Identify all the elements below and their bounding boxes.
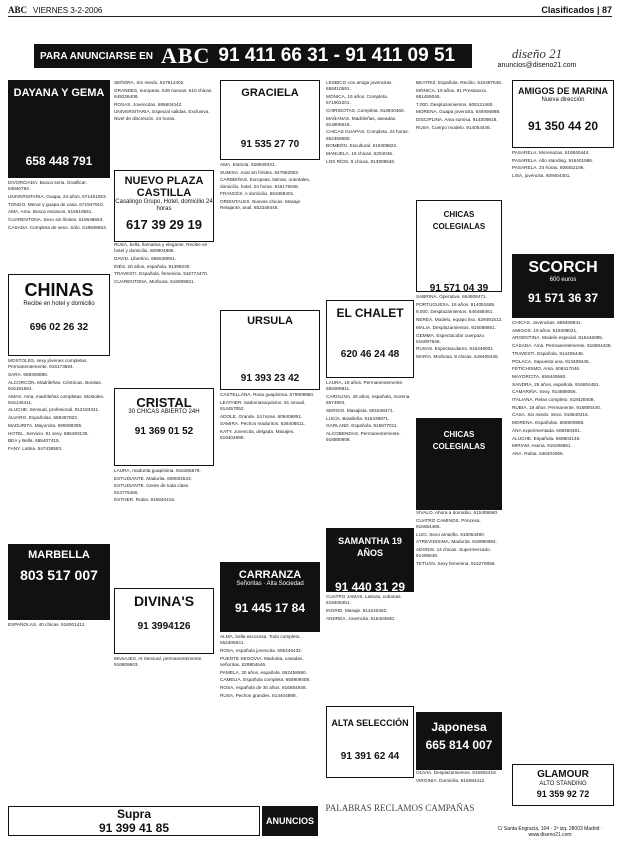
issue-date: VIERNES 3-2-2006 — [33, 6, 103, 15]
column-5-bottom: OLIVIA. Desplazamientos. 916902418. VIRGINIA. Domicilio. 916084412. — [416, 770, 498, 783]
banner-phones: 91 411 66 31 - 91 411 09 51 — [218, 45, 456, 66]
ad-supra — [8, 806, 260, 836]
column-5-lower: VIVALO. Ahora a domicilio. 615408660. CUATRO CAMINOS. Princesa. 916054465. LUCI. Sexo amarillo. 918054490. ATREVIDISIMA. Madurita. 919990984. ADONIS. 14 chicas. Supermercado. 91406848. TETUÁN. Sexy femenina. 914279056. — [416, 510, 499, 566]
ad-marbella: MARBELLA 803 517 007 — [8, 544, 110, 620]
ad-scorch: SCORCH 600 euros 91 571 36 37 — [512, 254, 614, 318]
ad-amigos-marina: AMIGOS DE MARINA Nueva dirección 91 350 44 20 — [512, 80, 614, 148]
column-2-bottom: MASAJES. Al Sensual, permanentemente. 916809603. — [114, 656, 203, 668]
ad-japonesa: Japonesa 665 814 007 — [416, 712, 502, 770]
logo-email: anuncios@diseno21.com — [497, 62, 577, 69]
source-name: ABC — [8, 5, 28, 15]
column-7-top: PASARELA. Morenazas. 618840444. PASARELA. Alto standing. 916401586. PASARELA. 24 horas. 608452196. LISA, jovencita. 609404401. — [512, 150, 594, 179]
column-3-bottom: ALMA, bella escocesa. Todo completo. 652405641. ROSA, española jovencita. 605446432. PUENTE SEGOVIA. Madurita, casadas, señoritas. 629904646. PAMELA. 30 años, española. 652458660. CAMELIA. Española completa. 655909408. ROSA, española de 30 años. 916854848. RUSA. Pechos grandes. 614404888. — [220, 634, 311, 698]
diseno-logo — [492, 46, 582, 68]
ad-glamour: GLAMOUR ALTO STANDING 91 359 92 72 — [512, 764, 614, 806]
column-1-bottom: ESPAÑOLAS. 40 chicas. 916001412. — [8, 622, 86, 627]
advertise-banner — [34, 44, 472, 68]
ad-dayana: DAYANA Y GEMA 658 448 791 — [8, 80, 110, 178]
logo-name: diseño 21 — [511, 46, 563, 61]
column-2-mid: RUSA, bella, llamativa y elegante. Recibe en hotel y domicilio. 609904886. DAVID. Libertino. 666538091. INÉS. 20 años, española. 91399230. TRAVESTI. Española, femenina. 916774470. CUARENTONA. Morbosa. 616909821. — [114, 242, 208, 285]
banner-label: PARA ANUNCIARSE EN — [40, 50, 153, 62]
ad-alta-seleccion: ALTA SELECCIÓN 91 391 62 44 — [326, 706, 414, 778]
column-1-top: DIVORCIADA. Busca seria. Gratificar. 63840784. UNIVERSITARIA. Guapa, 24 años, 671451063. TONGO. Menor y guapa de casa. 671947910. AMA. Ama. Busca esclavos. 616610551. CUARENTONA. Sexo sin límites. 618648663. CASADA. Completa de sexo. Sólo. 618848663. — [8, 180, 108, 230]
ad-chicas-colegialas: CHICAS COLEGIALAS 91 571 04 39 — [416, 200, 502, 292]
footer-slogan: PALABRAS RECLAMOS CAMPAÑAS — [325, 803, 475, 813]
column-5-top: BEATRIZ. Española. Recibo. 610487545. MÓNICA, 19 años. 91 Prestaxxxx. 691459046. 7.000. Desplazamientos. 608121460. MORENA. Guapa jovencita. 649494888. DISCIPLINA. Ama sumisa. 914009818. RUSA. Cuerpo modelo. 914054446. — [416, 80, 503, 130]
ad-chinas: CHINAS Recibe en hotel y domicilio 696 02 26 32 — [8, 274, 110, 356]
section-title: Clasificados — [541, 5, 595, 15]
column-4-top: LESBICO con amiga jovencitas. 658410591. MÓNICA, 19 años. Completa. 671902201. CHIRIGOTAS. Completa. 914840460. MAÑANAS. Madrileñas, aseadas. 914805616. CHICAS GUAPAS. Completa. 24 horas. 652459680. BOMBÓN. Escultural. 619408822. MANUELA. 19 chicas. 6204046. LOS RÍOS. 9 chicas, 913908546. — [326, 80, 410, 164]
column-2-lower: LAURA, madurita guapísima. 916265578. ESTUDIANTE. Madurita. 609004543. ESTUDIANTE. Gente de toda clase. 913775466. ESTHER. Rubia. 916840415. — [114, 468, 201, 503]
ad-el-chalet: EL CHALET 620 46 24 48 — [326, 300, 414, 378]
column-5-mid: SABRINA. Operativa. 654908471. PORTUGUESA. 18 años. 914051685. 8.000. Desplazamientos. 646458461. NEREA. Modelo, equipo liso. 629491512. MALIA. Desplazamientos. 916088861. GEMMA. Espectacular cuerpazo. 616097846. RUSAS. Espectaculares. 916448001. MARÍA. Morbosa. 9 chicas. 619408446. — [416, 294, 503, 360]
column-7-main: CHICAS. Jovencitas. 659408841. AMIGOS. 19 años. 619408021. ARGENTINA. Modelo especial. 916446085. CASADA. Ama. Permanentemente. 916804428. TRAVESTI. Española. 914405446. POLACA. Sapuesta una. 913408445. FETICHISMO. Ama. 608417046. MAYORCITA. 659440660. SANDRA, 26 años, española. 916804481. CAMARIÑA. Sexy. 914885056. ITALIANA. Relax completo. 618428408. RUBIA, 18 años. Permanente. 916800440. CASA. Sin miedo. Sexo. 916840416. MORENA. Españolas. 659800808. ANA experimentada. 608460481. ALUCHE. Española. 659804145. MIRIAM. Asena. 916206861. ANA. Rubia. 646404066. — [512, 320, 612, 456]
ad-graciela: GRACIELA 91 535 27 70 — [220, 80, 320, 160]
ad-cristal: CRISTAL 30 CHICAS ABIERTO 24H 91 369 01 52 — [114, 388, 214, 466]
column-3-mid: CASTELLANA. Rosa guapísima. 679908960. LEATHER. Sadomasoquismo. 91 sexual. 914457052. ADOLE. Grande. 24 horas. 609408851. SAMIRA. Pechos maduritos. 638408511. KATY. Jovencita, delgada. Masajes. 619404896. — [220, 392, 315, 441]
ad-carranza: CARRANZA Señoritas · Alta Sociedad 91 445 17 84 — [220, 562, 320, 632]
ad-divinas: DIVINA'S 91 3994126 — [114, 588, 214, 654]
column-1-mid: MOSTOLES, sexy jóvenes completas. Permanentemente. 916173694. SARA. 659409896. ALCORCÓN. Madrileñas. Céntricas. Bonitas. 916191681. AMAS. Ama, madrileñas completas. Mostoles. 916145411. ALUCHE. Sensual, profesional. 912183341. ÁLVARO. Españolas. 659467823. MADURITA. Mayorcita. 699098395. HOTEL. Servicio. 91 sexy. 696493135. BEA y Bella. 685407415. FANY. Latina. 647438583. — [8, 358, 105, 451]
column-3-top: AMA. Estricta. 628849331. SUMISA. Anal sin límites. 647882903. CARIBEÑAS. Europeas, latinas, orientales, domicilio, hotel, 24 horas. 916175046. FRANCÉS. A domicilio. 663458401. ORIENTALES. Nuevas chicas. Masaje. Relajante, anal. 652248446. — [220, 162, 311, 211]
column-2-top: SEÑORA. Sin miedo. 627914402. GRANDES, europeas. 649 nuevas. 610 chicas. 649226408. ROSAS. Jovencitas. 686604442. UNIVERSITARIA. Especial salidas. Exclusiva. Nivel de discreción. 24 horas. — [114, 80, 213, 121]
ad-samantha: SAMANTHA 19 AÑOS 91 440 31 29 — [326, 528, 414, 592]
column-4-mid: LAURA, 19 años. Permanentemente. 655009811. CAROLINA. 28 años, española, morena. 6574904. SERGIO. Masajista. 691848471. LUCÍA. Brasileña. 916439871. GARLAND. Española. 915977011. ALCOBENDAS. Permanentemente. 916880808. — [326, 380, 411, 443]
ad-nuevo-plaza-castilla: NUEVO PLAZA CASTILLA Casalingo Grupo, Hotel, domicilio 24 horas 617 39 29 19 — [114, 170, 214, 242]
page-number: 87 — [601, 5, 612, 15]
column-4-bottom: CUATRO JAMAS. Latinas, cubanas. 619408451. INGRID. Masaje. 914240462. ANDREA. Jovencita. 916404840. — [326, 594, 402, 621]
ad-chicas-profesionales: CHICAS COLEGIALAS — [416, 418, 502, 510]
supra-phone: 91 399 41 85 — [98, 821, 170, 835]
page-header: ABC VIERNES 3-2-2006 Clasificados | 87 — [8, 5, 612, 15]
ad-anuncios: ANUNCIOS — [262, 806, 318, 836]
supra-title: Supra — [116, 807, 151, 821]
footer-contact: C/ Santa Engracia, 104 · 1ª izq. 28003 Madrid · www.diseno21.com — [497, 826, 603, 838]
ad-ursula: URSULA 91 393 23 42 — [220, 310, 320, 390]
banner-brand: ABC — [160, 43, 211, 68]
